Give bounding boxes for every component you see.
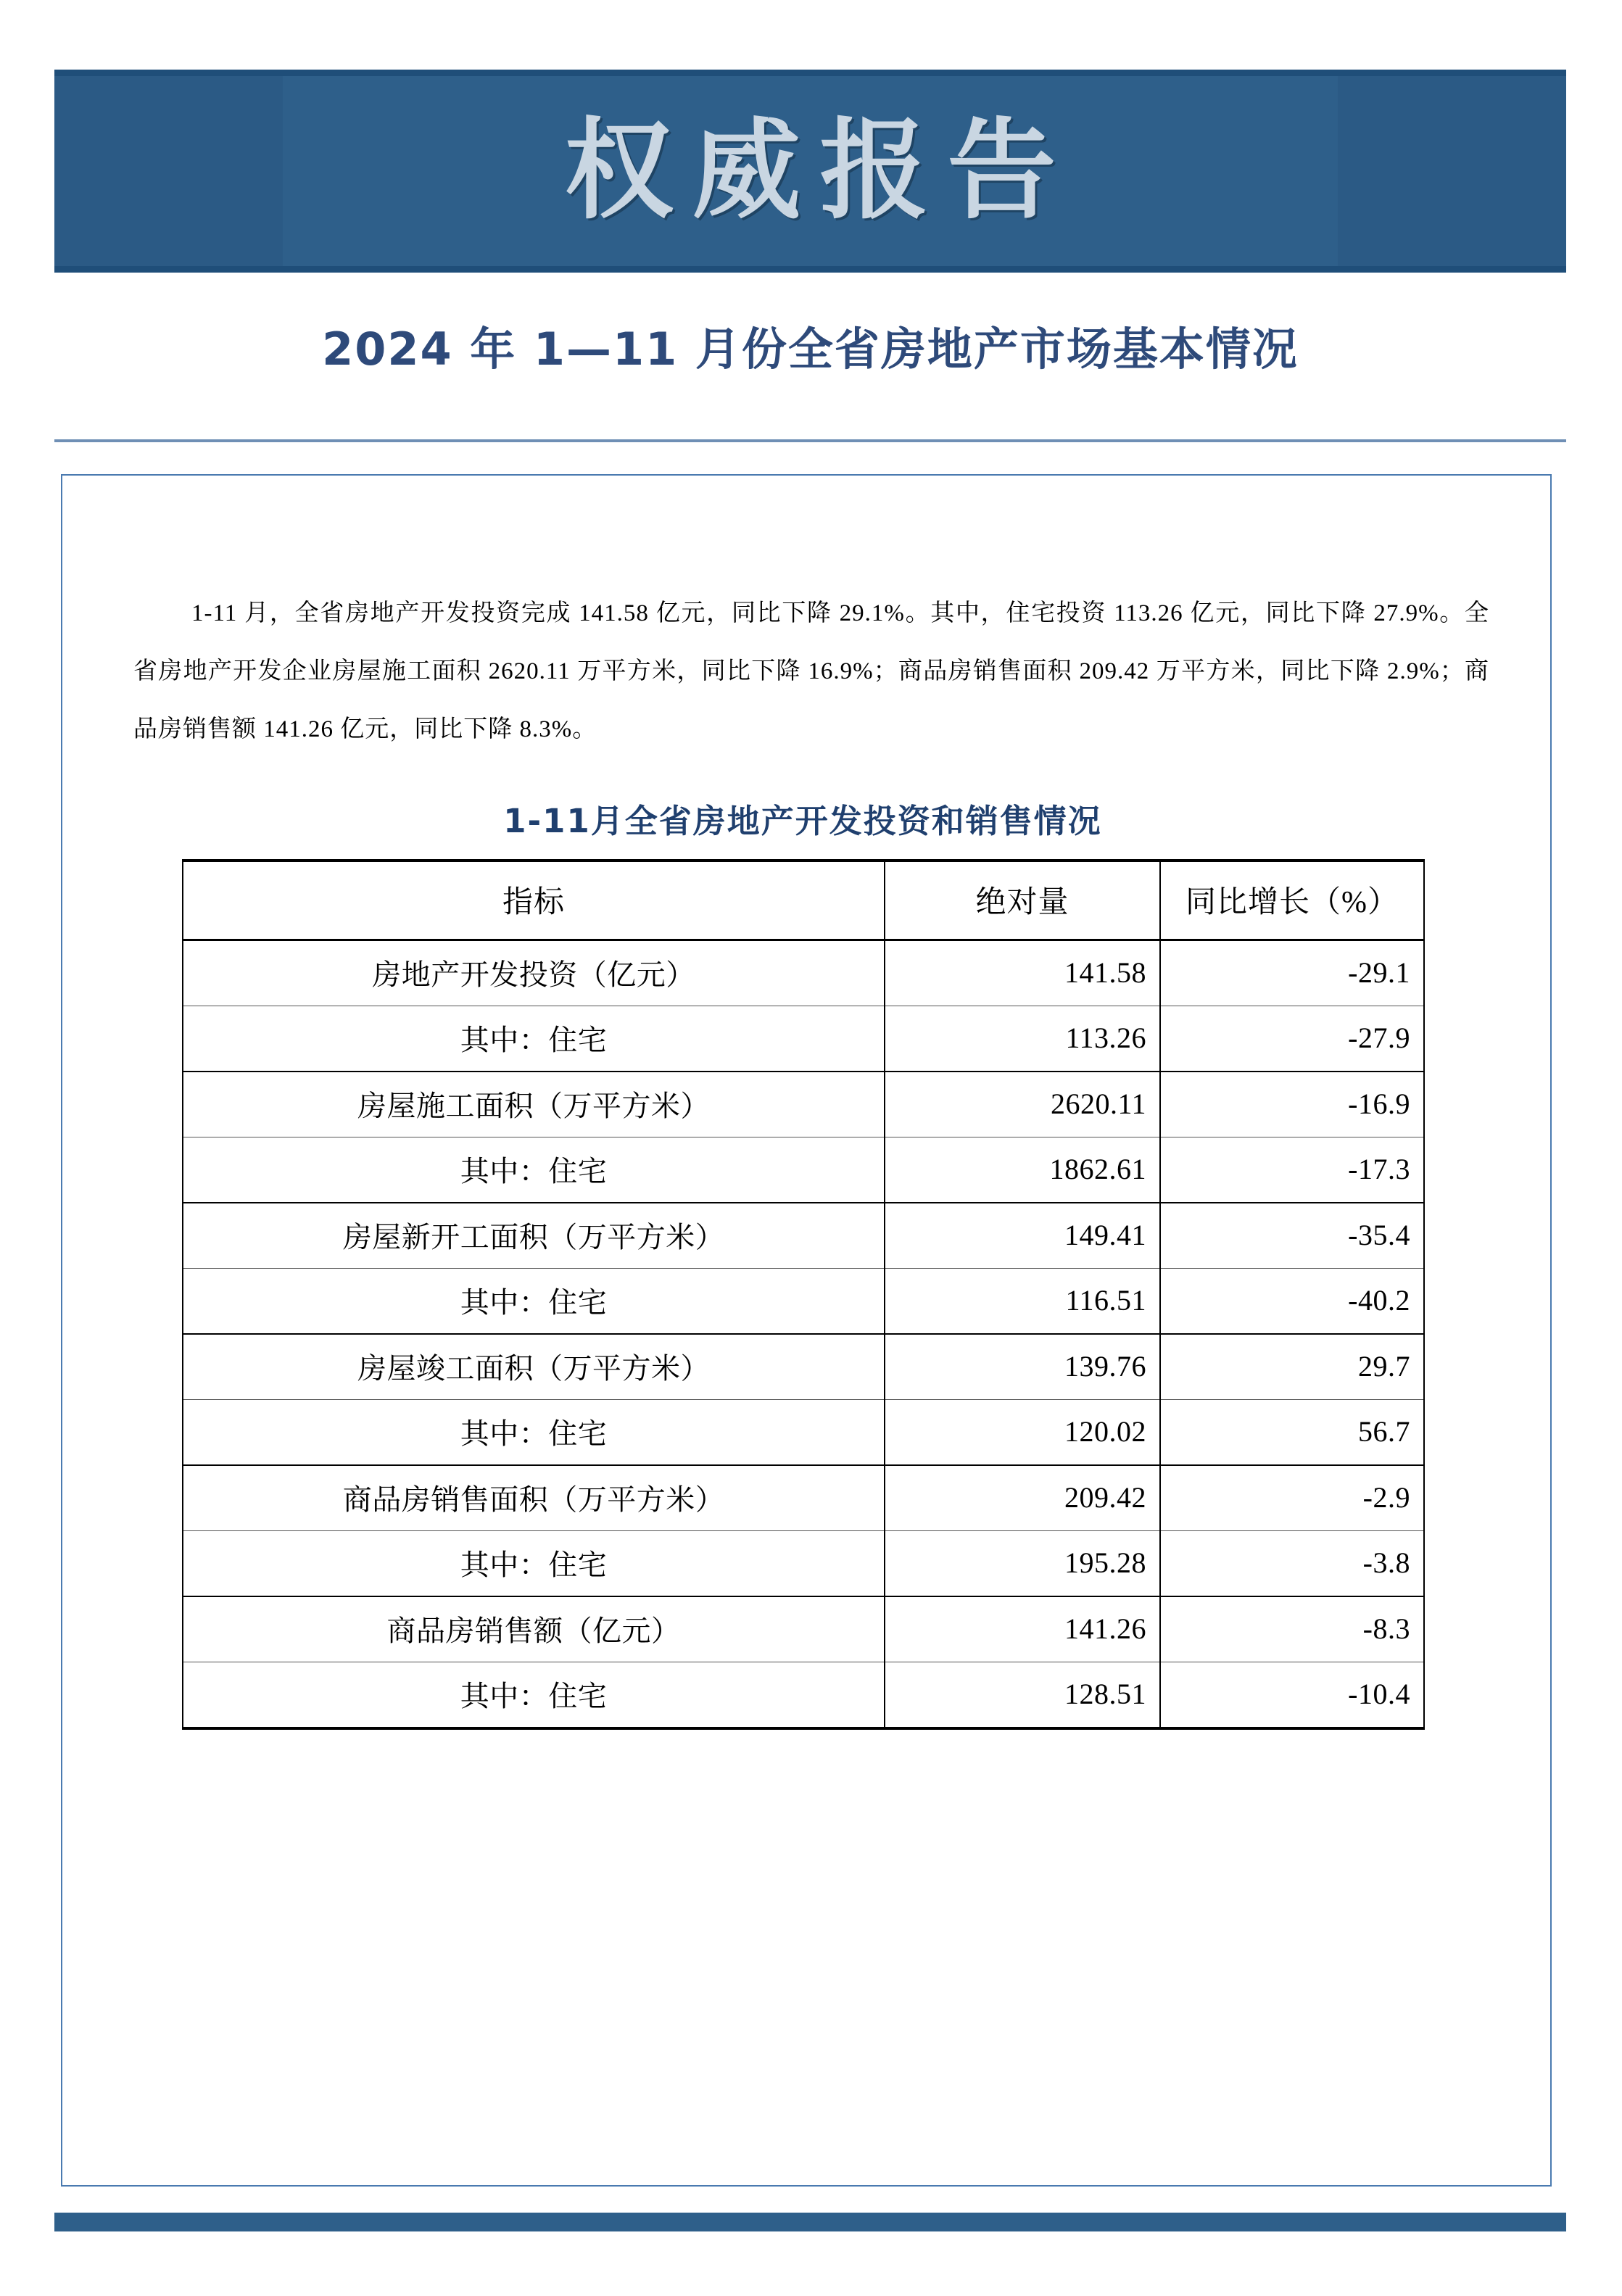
cell-absolute: 141.26: [885, 1596, 1160, 1662]
cell-growth: -10.4: [1160, 1662, 1424, 1729]
cell-indicator: 房地产开发投资（亿元）: [183, 940, 885, 1006]
table-row: [183, 1662, 1424, 1729]
cell-absolute: 1862.61: [885, 1137, 1160, 1203]
cell-indicator: 房屋竣工面积（万平方米）: [183, 1334, 885, 1400]
cell-growth: -35.4: [1160, 1203, 1424, 1269]
table-row: [183, 1006, 1424, 1072]
cell-absolute: 139.76: [885, 1334, 1160, 1400]
cell-indicator: 商品房销售面积（万平方米）: [183, 1465, 885, 1531]
banner-band: [54, 76, 1566, 266]
cell-indicator: 房屋新开工面积（万平方米）: [183, 1203, 885, 1269]
column-header-absolute: 绝对量: [885, 861, 1160, 940]
cell-absolute: 120.02: [885, 1400, 1160, 1466]
table-row: [183, 1465, 1424, 1531]
table-row: [183, 1334, 1424, 1400]
cell-absolute: 2620.11: [885, 1072, 1160, 1137]
cell-growth: -17.3: [1160, 1137, 1424, 1203]
cell-indicator: 其中：住宅: [183, 1400, 885, 1466]
cell-absolute: 113.26: [885, 1006, 1160, 1072]
statistics-table-block: [182, 795, 1423, 1730]
table-row: [183, 1269, 1424, 1335]
cell-absolute: 141.58: [885, 940, 1160, 1006]
table-row: [183, 1531, 1424, 1597]
cell-indicator: 其中：住宅: [183, 1269, 885, 1335]
cell-absolute: 195.28: [885, 1531, 1160, 1597]
cell-absolute: 149.41: [885, 1203, 1160, 1269]
cell-growth: -16.9: [1160, 1072, 1424, 1137]
cell-growth: -8.3: [1160, 1596, 1424, 1662]
cell-growth: 56.7: [1160, 1400, 1424, 1466]
cell-growth: -2.9: [1160, 1465, 1424, 1531]
cell-growth: -27.9: [1160, 1006, 1424, 1072]
banner-rule-bottom: [54, 266, 1566, 273]
table-head: [183, 861, 1424, 940]
footer-bar: [54, 2213, 1566, 2231]
column-header-growth: 同比增长（%）: [1160, 861, 1424, 940]
cell-absolute: 209.42: [885, 1465, 1160, 1531]
cell-indicator: 其中：住宅: [183, 1662, 885, 1729]
table-body: [183, 940, 1424, 1729]
page-title: 2024 年 1—11 月份全省房地产市场基本情况: [322, 323, 1299, 376]
summary-paragraph: 1-11 月，全省房地产开发投资完成 141.58 亿元，同比下降 29.1%。其中，住宅投资 113.26 亿元，同比下降 27.9%。全省房地产开发企业房屋施工面积 2620.11 万平方米，同比下降 16.9%；商品房销售面积 209.42 万平方米，同比下降 2.9%；商品房销售额 141.26 亿元，同比下降 8.3%。: [133, 600, 1489, 742]
cell-growth: -40.2: [1160, 1269, 1424, 1335]
cell-absolute: 128.51: [885, 1662, 1160, 1729]
cell-indicator: 其中：住宅: [183, 1531, 885, 1597]
title-divider: [54, 439, 1566, 442]
table-row: [183, 1203, 1424, 1269]
table-row: [183, 1400, 1424, 1466]
cell-growth: -29.1: [1160, 940, 1424, 1006]
cell-indicator: 其中：住宅: [183, 1006, 885, 1072]
cell-growth: 29.7: [1160, 1334, 1424, 1400]
table-row: [183, 1137, 1424, 1203]
cell-indicator: 商品房销售额（亿元）: [183, 1596, 885, 1662]
banner-title: 权威报告: [564, 108, 1075, 234]
content-frame: [61, 474, 1552, 2187]
table-row: [183, 1596, 1424, 1662]
table-header-row: [183, 861, 1424, 940]
table-row: [183, 940, 1424, 1006]
cell-indicator: 其中：住宅: [183, 1137, 885, 1203]
cell-indicator: 房屋施工面积（万平方米）: [183, 1072, 885, 1137]
column-header-indicator: 指标: [183, 861, 885, 940]
banner-rule-top: [54, 70, 1566, 76]
table-row: [183, 1072, 1424, 1137]
cell-absolute: 116.51: [885, 1269, 1160, 1335]
statistics-table: [182, 859, 1425, 1730]
report-banner: [54, 70, 1566, 273]
cell-growth: -3.8: [1160, 1531, 1424, 1597]
table-caption: 1-11月全省房地产开发投资和销售情况: [503, 802, 1102, 840]
